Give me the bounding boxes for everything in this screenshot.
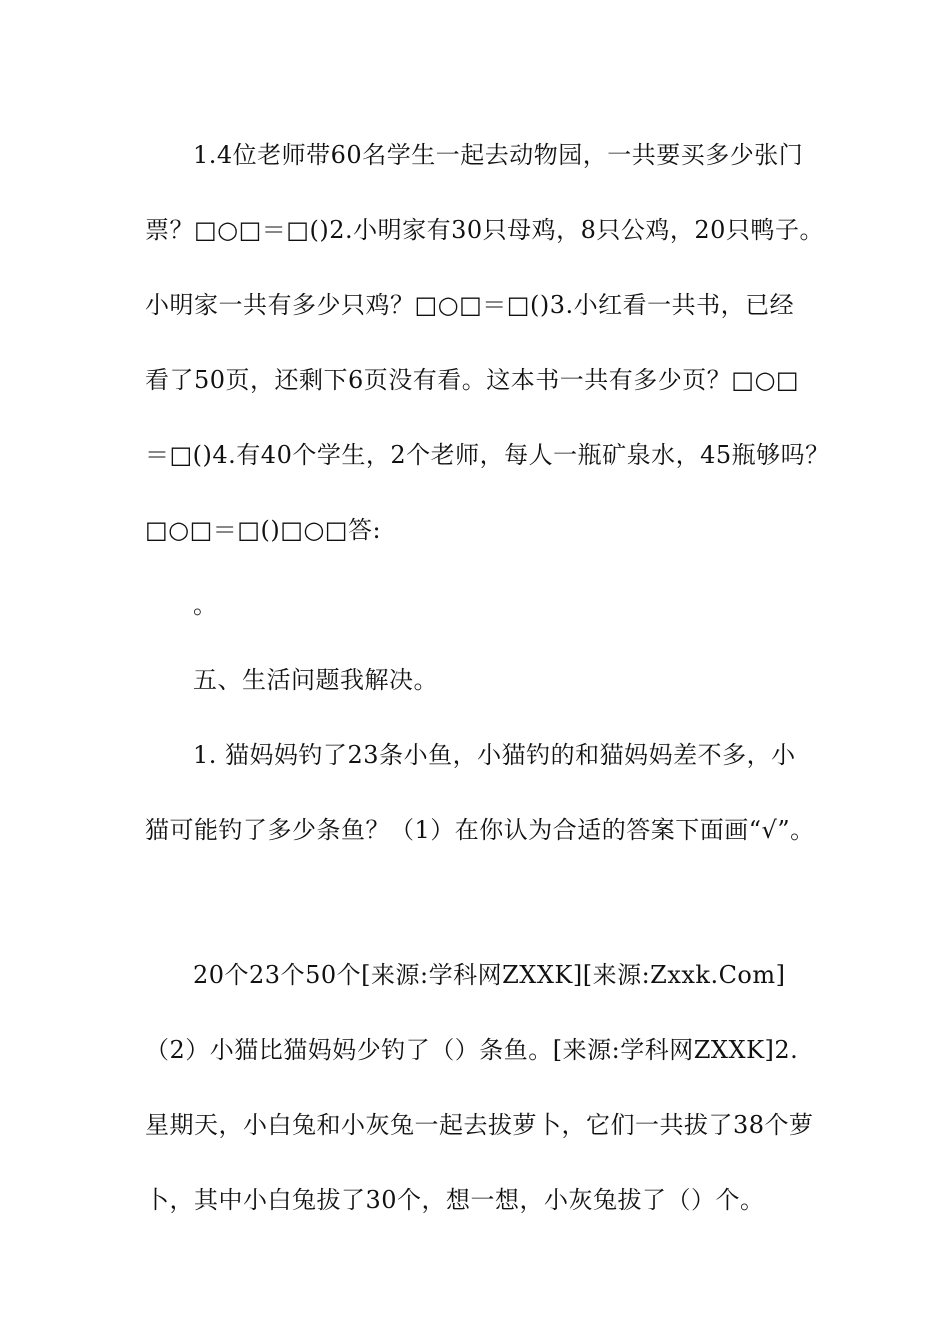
text-line-14: 卜，其中小白兔拔了30个，想一想，小灰兔拔了（）个。 xyxy=(145,1186,765,1214)
text-line-1: 1.4位老师带60名学生一起去动物园，一共要买多少张门 xyxy=(193,141,804,169)
section-heading: 五、生活问题我解决。 xyxy=(193,666,438,694)
text-line-2: 票？□○□＝□()2.小明家有30只母鸡，8只公鸡，20只鸭子。 xyxy=(145,216,824,244)
text-line-7: 。 xyxy=(193,591,218,619)
text-line-5: ＝□()4.有40个学生，2个老师，每人一瓶矿泉水，45瓶够吗？ xyxy=(145,441,830,469)
text-line-11: 20个23个50个[来源:学科网ZXXK][来源:Zxxk.Com] xyxy=(193,961,786,989)
text-line-12: （2）小猫比猫妈妈少钓了（）条鱼。[来源:学科网ZXXK]2. xyxy=(145,1036,799,1064)
text-line-13: 星期天，小白兔和小灰兔一起去拔萝卜，它们一共拔了38个萝 xyxy=(145,1111,814,1139)
text-line-4: 看了50页，还剩下6页没有看。这本书一共有多少页？□○□ xyxy=(145,366,800,394)
text-line-10: 猫可能钓了多少条鱼？（1）在你认为合适的答案下面画“√”。 xyxy=(145,816,815,844)
text-line-6: □○□＝□()□○□答: xyxy=(145,516,382,544)
text-line-9: 1. 猫妈妈钓了23条小鱼，小猫钓的和猫妈妈差不多，小 xyxy=(193,741,796,769)
text-line-3: 小明家一共有多少只鸡？□○□＝□()3.小红看一共书，已经 xyxy=(145,291,795,319)
